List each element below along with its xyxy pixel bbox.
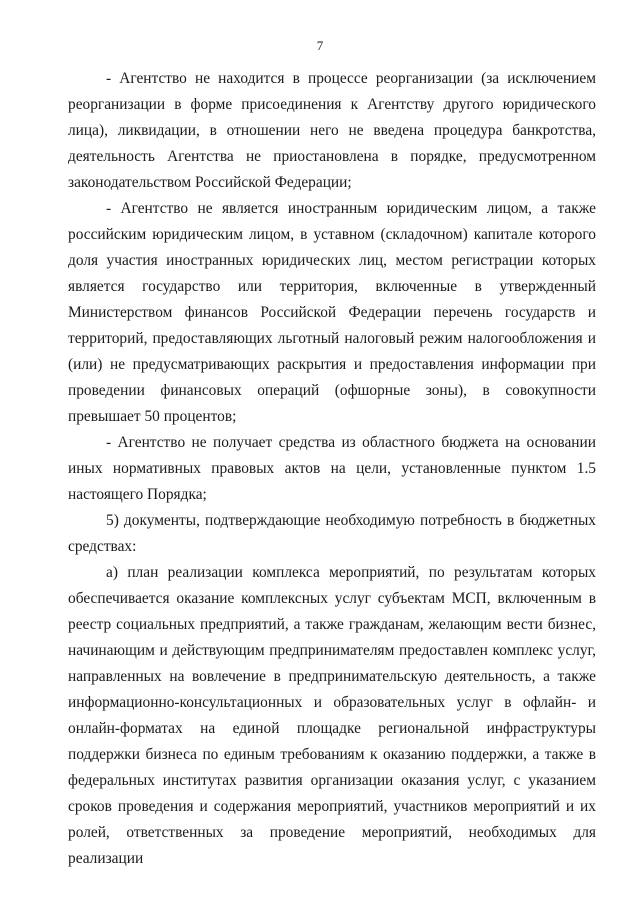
paragraph-documents: 5) документы, подтверждающие необходимую потребность в бюджетных средствах: [68, 512, 596, 555]
paragraph-foreign-entity: - Агентство не является иностранным юридическим лицом, а также российским юридическим лицом, в уставном (складочном) капитале которого доля участия иностранных юридических лиц, местом регистрации которых является государство или территория, включенные в утвержденный Министерством финансов Российской Федерации перечень государств и территорий, предоставляющих льготный налоговый режим налогообложения и (или) не предусматривающих раскрытия и предоставления информации при проведении финансовых операций (офшорные зоны), в совокупности превышает 50 процентов; [68, 200, 596, 425]
body-text [68, 66, 596, 872]
paragraph-regional-budget: - Агентство не получает средства из областного бюджета на основании иных нормативных правовых актов на цели, установленные пунктом 1.5 настоящего Порядка; [68, 434, 596, 503]
paragraph-plan: а) план реализации комплекса мероприятий, по результатам которых обеспечивается оказание комплексных услуг субъектам МСП, включенным в реестр социальных предприятий, а также гражданам, желающим вести бизнес, начинающим и действующим предпринимателям предоставлен комплекс услуг, направленных на вовлечение в предпринимательскую деятельность, а также информационно-консультационных и образовательных услуг в офлайн- и онлайн-форматах на единой площадке региональной инфраструктуры поддержки бизнеса по единым требованиям к оказанию поддержки, а также в федеральных институтах развития организации оказания услуг, с указанием сроков проведения и содержания мероприятий, участников мероприятий и их ролей, ответственных за проведение мероприятий, необходимых для реализации [68, 564, 596, 867]
paragraph-reorganization: - Агентство не находится в процессе реорганизации (за исключением реорганизации в форме присоединения к Агентству другого юридического лица), ликвидации, в отношении него не введена процедура банкротства, деятельность Агентства не приостановлена в порядке, предусмотренном законодательством Российской Федерации; [68, 70, 596, 191]
page-number: 7 [316, 38, 324, 53]
